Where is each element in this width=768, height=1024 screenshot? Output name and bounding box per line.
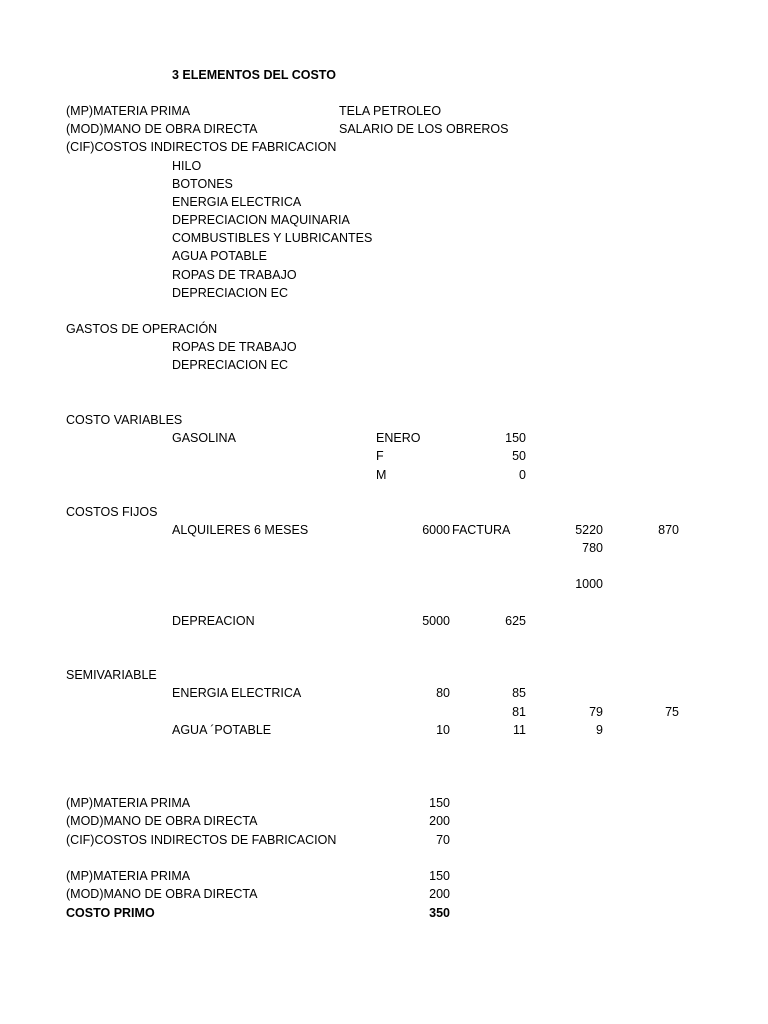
gasolina-label: GASOLINA [172,431,236,445]
agua-value: 9 [596,723,603,737]
cif-item: DEPRECIACION EC [172,286,288,300]
summary-value: 200 [429,887,450,901]
cif-item: COMBUSTIBLES Y LUBRICANTES [172,231,373,245]
summary-label: (MP)MATERIA PRIMA [66,796,191,810]
summary-value: 200 [429,814,450,828]
summary-value: 70 [436,833,450,847]
element-mod-example: SALARIO DE LOS OBREROS [339,122,509,136]
agua-label: AGUA ´POTABLE [172,723,272,737]
alquileres-total: 6000 [422,523,450,537]
element-cif-label: (CIF)COSTOS INDIRECTOS DE FABRICACION [66,140,337,154]
depreciacion-label: DEPREACION [172,614,255,628]
energia-value: 85 [512,686,526,700]
month-value: 50 [512,449,526,463]
energia-value: 79 [589,705,603,719]
alquileres-value-d: 1000 [575,577,603,591]
cif-item: AGUA POTABLE [172,249,267,263]
page-title: 3 ELEMENTOS DEL COSTO [172,68,336,82]
semivariable-heading: SEMIVARIABLE [66,668,157,682]
summary-value: 150 [429,869,450,883]
cif-item: ROPAS DE TRABAJO [172,268,297,282]
agua-value: 10 [436,723,450,737]
summary-label: (CIF)COSTOS INDIRECTOS DE FABRICACION [66,833,337,847]
month-value: 0 [519,468,526,482]
alquileres-label: ALQUILERES 6 MESES [172,523,309,537]
gastos-operacion-item: ROPAS DE TRABAJO [172,340,297,354]
costos-fijos-heading: COSTOS FIJOS [66,505,158,519]
energia-value: 75 [665,705,679,719]
agua-value: 11 [513,723,526,737]
alquileres-value-a: 5220 [575,523,603,537]
gastos-operacion-heading: GASTOS DE OPERACIÓN [66,322,218,336]
summary-label: (MP)MATERIA PRIMA [66,869,191,883]
cif-item: DEPRECIACION MAQUINARIA [172,213,350,227]
cif-item: ENERGIA ELECTRICA [172,195,302,209]
costo-variables-heading: COSTO VARIABLES [66,413,183,427]
depreciacion-total: 5000 [422,614,450,628]
alquileres-value-b: 870 [658,523,679,537]
energia-value: 80 [436,686,450,700]
month-value: 150 [505,431,526,445]
costo-primo-label: COSTO PRIMO [66,906,155,920]
alquileres-value-c: 780 [582,541,603,555]
cif-item: BOTONES [172,177,233,191]
summary-label: (MOD)MANO DE OBRA DIRECTA [66,887,258,901]
gastos-operacion-item: DEPRECIACION EC [172,358,288,372]
summary-value: 150 [429,796,450,810]
element-mp-example: TELA PETROLEO [339,104,442,118]
element-mod-label: (MOD)MANO DE OBRA DIRECTA [66,122,258,136]
month-label: F [376,449,384,463]
element-mp-label: (MP)MATERIA PRIMA [66,104,191,118]
energia-label: ENERGIA ELECTRICA [172,686,302,700]
alquileres-doc: FACTURA [452,523,511,537]
month-label: M [376,468,387,482]
summary-label: (MOD)MANO DE OBRA DIRECTA [66,814,258,828]
month-label: ENERO [376,431,421,445]
energia-value: 81 [512,705,526,719]
depreciacion-monthly: 625 [505,614,526,628]
costo-primo-value: 350 [429,906,450,920]
cif-item: HILO [172,159,202,173]
